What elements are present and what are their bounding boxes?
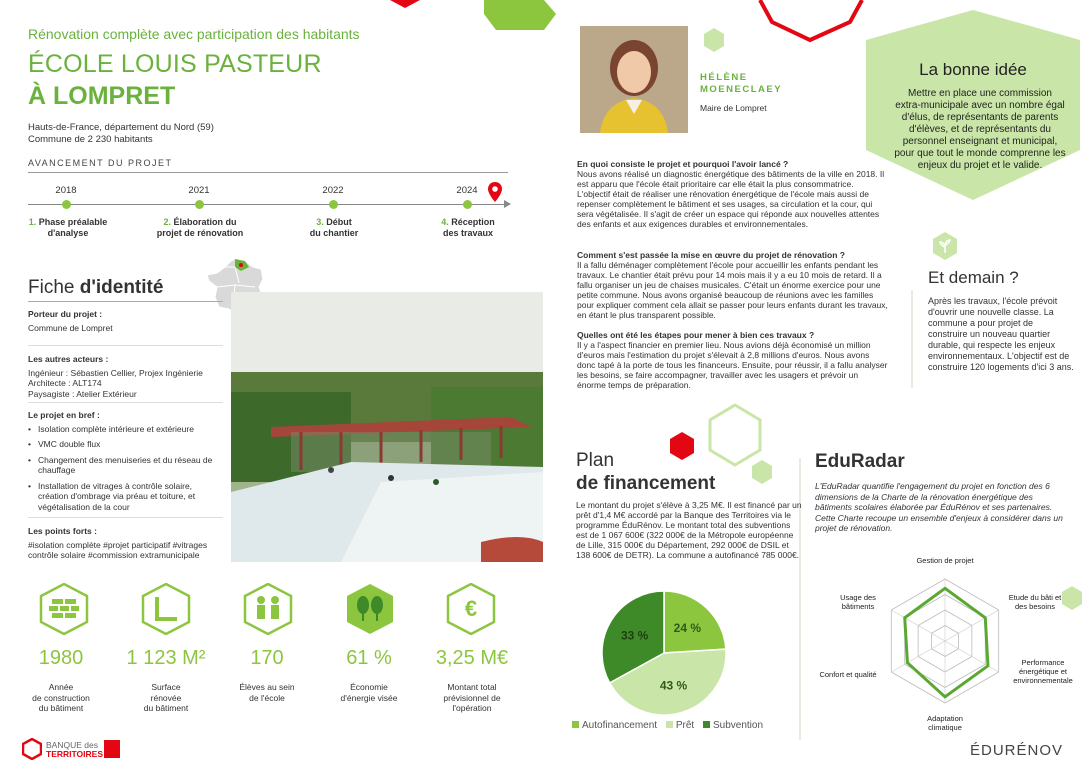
list-item: • VMC double flux bbox=[28, 439, 223, 450]
list-item: • Changement des menuiseries et du réseau de chauffage bbox=[28, 455, 223, 476]
timeline-step: 3. Début du chantier bbox=[309, 217, 359, 238]
divider bbox=[28, 402, 223, 403]
timeline-dot bbox=[195, 200, 204, 209]
timeline-dot bbox=[329, 200, 338, 209]
pupils-icon bbox=[243, 583, 293, 635]
location-info: Hauts-de-France, département du Nord (59) Commune de 2 230 habitants bbox=[28, 122, 214, 145]
qa-block: Quelles ont été les étapes pour mener à bien ces travaux ? Il y a l'aspect financier en premier lieu. Nous avions déjà économisé un million d'euros mais l'estimation du projet s'élevait à 2,8 millions d'euros. Nous avons donc tapé à la porte de tous les financeurs. Ensuite, pour réussir, il a fallu analyser les besoins, se faire accompagner, travailler avec les usagers et prévoir un énorme temps de préparation. bbox=[577, 330, 888, 390]
trees-icon bbox=[345, 583, 395, 635]
legend-swatch bbox=[666, 721, 673, 728]
euro-icon bbox=[446, 583, 496, 635]
stat-value: 1980 bbox=[38, 647, 84, 669]
timeline-year: 2022 bbox=[322, 185, 344, 196]
qa-block: Comment s'est passée la mise en œuvre du projet de rénovation ? Il a fallu déménager complètement l'école pour accueillir les enfants pendant les travaux. Le chantier était prévu pour 14 mois mais il y a eu 10 mois de retard. Il a fallu organiser un jeu de chaises musicales. C'était un énorme exercice pour une petite commune. Nous avons organisé beaucoup de réunions avec les familles pour expliquer comment cela allait se passer pour leurs enfants durant les travaux, en étant le plus transparent possible. bbox=[577, 250, 888, 320]
pie-slice-label: 33 % bbox=[620, 628, 649, 643]
timeline-step: 4. Réception des travaux bbox=[441, 217, 495, 238]
eduradar-text: L'EduRadar quantifie l'engagement du projet en fonction des 6 dimensions de la Charte de la rénovation énergétique des bâtiments scolaires élaborée par ÉduRénov et ses partenaires. Cette Charte recoupe un ensemble d'enjeux à considérer dans un projet de rénovation. bbox=[815, 481, 1063, 533]
radar-label: Usage des bâtiments bbox=[840, 593, 876, 611]
demain-text: Après les travaux, l'école prévoit d'ouvrir une nouvelle classe. La commune a pour projet de construire un nouveau quartier durable, qui respecte les enjeux environnementaux. L'objectif est de construire 120 logements d'ici 3 ans. bbox=[928, 296, 1074, 372]
divider bbox=[28, 345, 223, 346]
surface-icon bbox=[141, 583, 191, 635]
timeline-year: 2018 bbox=[55, 185, 77, 196]
pie-slice-label: 43 % bbox=[659, 678, 688, 693]
stat-label: Montant total prévisionnel de l'opération bbox=[443, 682, 501, 713]
timeline-arrow-icon bbox=[504, 200, 511, 208]
fiche-bref: Le projet en bref : • Isolation complète intérieure et extérieure • VMC double flux • Changement des menuiseries et du réseau de chauffage • Installation de vitrages à contrôle solaire, création d'ombrage via préau et toiture, et végétalisation de la cour bbox=[28, 410, 223, 517]
radar-label: Confort et qualité bbox=[819, 670, 877, 679]
timeline-dot bbox=[62, 200, 71, 209]
fiche-acteurs: Les autres acteurs : Ingénieur : Sébastien Cellier, Projex Ingénierie Architecte : ALT174 Paysagiste : Atelier Extérieur bbox=[28, 354, 203, 399]
school-photo bbox=[231, 292, 543, 562]
timeline-line bbox=[28, 204, 506, 205]
stat-value: 3,25 M€ bbox=[435, 647, 509, 669]
stat-value: 61 % bbox=[346, 647, 392, 669]
financing-pie-chart bbox=[596, 585, 732, 721]
divider bbox=[28, 517, 223, 518]
legend-swatch bbox=[703, 721, 710, 728]
timeline-label: AVANCEMENT DU PROJET bbox=[28, 158, 173, 168]
fiche-title: Fiche d'identité bbox=[28, 277, 164, 298]
demain-title: Et demain ? bbox=[928, 268, 1019, 287]
timeline-step: 1. Phase préalable d'analyse bbox=[28, 217, 108, 238]
page-title: ÉCOLE LOUIS PASTEUR bbox=[28, 50, 322, 78]
brick-wall-icon bbox=[39, 583, 89, 635]
fiche-porteur: Porteur du projet : Commune de Lompret bbox=[28, 309, 113, 333]
timeline-year: 2024 bbox=[456, 185, 478, 196]
stat-value: 170 bbox=[250, 647, 284, 669]
divider bbox=[28, 172, 508, 173]
timeline-dot bbox=[463, 200, 472, 209]
banque-des-territoires-logo: BANQUE des TERRITOIRES bbox=[46, 740, 103, 759]
plan-title: Plan bbox=[576, 450, 615, 471]
plan-text: Le montant du projet s'élève à 3,25 M€. Il est financé par un prêt d'1,4 M€ accordé par la Banque des Territoires via le programme ÉduRénov. Le montant total des subventions est de 1 067 600€ (322 000€ de la Métropole européenne de Lille, 315 000€ du Département, 292 000€ de DSIL et 138 600€ de DETR). La commune a autofinancé 785 000€. bbox=[576, 500, 802, 560]
svg-text:€: € bbox=[464, 596, 478, 621]
mayor-portrait bbox=[580, 26, 688, 133]
timeline-year: 2021 bbox=[188, 185, 210, 196]
eduradar-title: EduRadar bbox=[815, 451, 905, 472]
radar-label: Performance énergétique et environnementale bbox=[1013, 658, 1073, 685]
edurenov-logo: ÉDURÉNOV bbox=[970, 742, 1064, 759]
idee-title: La bonne idée bbox=[919, 60, 1027, 79]
list-item: • Installation de vitrages à contrôle solaire, création d'ombrage via préau et toiture, et végétalisation de la cour bbox=[28, 481, 223, 513]
timeline-step: 2. Élaboration du projet de rénovation bbox=[156, 217, 244, 238]
pie-slice-label: 24 % bbox=[673, 621, 702, 636]
list-item: • Isolation complète intérieure et extérieure bbox=[28, 424, 223, 435]
divider bbox=[28, 301, 223, 302]
stat-label: Année de construction du bâtiment bbox=[32, 682, 90, 713]
radar-label: Adaptation climatique bbox=[927, 714, 963, 732]
mayor-role: Maire de Lompret bbox=[700, 103, 767, 113]
mayor-name: HÉLÈNE MOENECLAEY bbox=[700, 72, 783, 95]
radar-label: Gestion de projet bbox=[916, 556, 974, 565]
fiche-forts: Les points forts : #isolation complète #projet participatif #vitrages contrôle solaire #commission extramunicipale bbox=[28, 526, 208, 560]
pie-legend: Autofinancement Prêt Subvention bbox=[566, 720, 763, 731]
plan-title-bold: de financement bbox=[576, 473, 716, 494]
radar-series bbox=[905, 588, 988, 697]
qa-block: En quoi consiste le projet et pourquoi l'avoir lancé ? Nous avons réalisé un diagnostic énergétique des bâtiments de la ville en 2018. Il est apparu que l'école était prioritaire car elle était la plus consommatrice. L'objectif était de réaliser une rénovation énergétique de l'école mais aussi de repenser complètement le bâtiment et ses usages, sa circulation et la cour, qui sera végétalisée. Il s'agit de créer un espace qui réponde aux nouvelles attentes des enfants et aux exigences durables et environnementales. bbox=[577, 159, 885, 229]
stat-value: 1 123 M² bbox=[126, 647, 206, 669]
banque-des-territoires-logo-icon bbox=[22, 738, 42, 760]
stat-label: Économie d'énergie visée bbox=[340, 682, 398, 703]
idee-text: Mettre en place une commission extra-municipale avec un nombre égal d'élus, de représentants de parents d'élèves, et de représentants du personnel enseignant et municipal, pour que tout le monde comprenne les enjeux du projet et le valide. bbox=[894, 88, 1066, 171]
eduradar-chart bbox=[870, 566, 1020, 716]
radar-label: Etude du bâti et des besoins bbox=[1008, 593, 1062, 611]
caisse-des-depots-logo-icon bbox=[104, 740, 120, 758]
stat-label: Élèves au sein de l'école bbox=[239, 682, 295, 703]
legend-swatch bbox=[572, 721, 579, 728]
stat-label: Surface rénovée du bâtiment bbox=[143, 682, 189, 713]
plant-icon bbox=[938, 238, 952, 254]
page-subtitle: Rénovation complète avec participation des habitants bbox=[28, 26, 360, 42]
page-title-location: À LOMPRET bbox=[28, 82, 176, 110]
